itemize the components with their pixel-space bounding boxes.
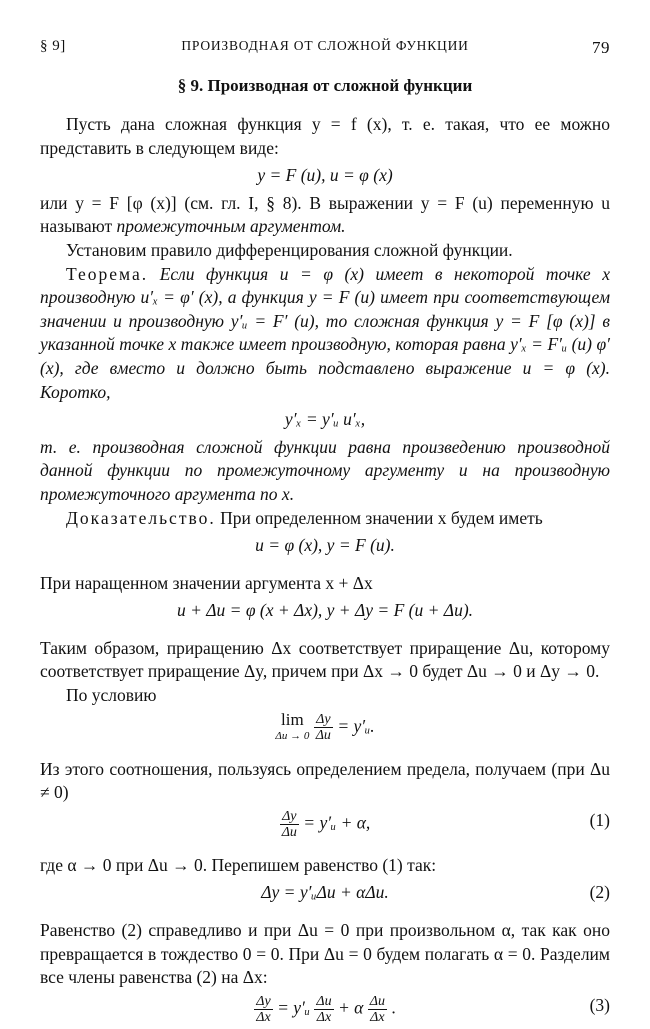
equation-values: u = φ (x), y = F (u). xyxy=(255,535,395,556)
spacer xyxy=(40,844,610,854)
equation-chain-rule: y′ₓ = y′ᵤ u′ₓ, xyxy=(284,409,366,430)
equation-rhs: = y′ᵤ. xyxy=(337,715,375,736)
paragraph-identity: Равенство (2) справедливо и при Δu = 0 при произвольном α, так как оно превращается в тождество 0 = 0. При Δu = 0 будем полагать α = 0. Разделим все члены равенства (2) на Δx: xyxy=(40,920,610,988)
numerator: Δy xyxy=(314,712,333,728)
paragraph-proof xyxy=(40,507,610,531)
spacer xyxy=(40,627,610,637)
equation-limit xyxy=(40,709,610,744)
equation-plus-alpha: + α xyxy=(337,997,364,1018)
equation-increments: u + Δu = φ (x + Δx), y + Δy = F (u + Δu). xyxy=(176,600,474,621)
theorem-label: Теорема. xyxy=(66,263,149,284)
equation-1 xyxy=(40,809,610,840)
fraction-dy-du xyxy=(314,712,333,743)
paragraph-rewrite: где α → 0 при Δu → 0. Перепишем равенство (1) так: xyxy=(40,854,437,875)
header-section-mark: § 9] xyxy=(40,38,66,54)
equation-3 xyxy=(40,994,610,1025)
proof-label: Доказательство. xyxy=(66,507,216,528)
spacer xyxy=(40,909,610,919)
paragraph-consequence: Таким образом, приращению Δx соответствует приращение Δu, которому соответствует приращение Δy, причем при Δx → 0 будет Δu → 0 и Δy → 0. xyxy=(40,637,610,682)
spacer xyxy=(40,562,610,572)
paragraph-rule: Установим правило дифференцирования сложной функции. xyxy=(66,239,513,260)
paragraph-intermediate-argument xyxy=(40,192,610,239)
numerator: Δy xyxy=(280,809,299,825)
fraction-dy-dx xyxy=(254,994,272,1025)
paragraph-increment: При наращенном значении аргумента x + Δx xyxy=(40,572,373,593)
numerator: Δu xyxy=(316,993,332,1009)
proof-body: При определенном значении x будем иметь xyxy=(220,507,543,528)
paragraph-from-limit: Из этого соотношения, пользуясь определением предела, получаем (при Δu ≠ 0) xyxy=(40,758,610,803)
numerator: Δy xyxy=(256,993,271,1009)
paragraph-condition: По условию xyxy=(66,685,157,706)
denominator: Δu xyxy=(315,728,331,744)
header-running-title: ПРОИЗВОДНАЯ ОТ СЛОЖНОЙ ФУНКЦИИ xyxy=(181,38,469,53)
denominator: Δu xyxy=(281,824,297,840)
paragraph-theorem-meaning: т. е. производная сложной функции равна произведению производной данной функции по промежуточному аргументу и на производную промежуточного аргумента по x. xyxy=(40,436,610,504)
equation-number: (2) xyxy=(589,882,610,903)
fraction-du-dx xyxy=(368,994,387,1025)
numerator: Δu xyxy=(369,993,385,1009)
theorem-body: Если функция u = φ (x) имеет в некоторой точке x производную u′ₓ = φ′ (x), а функция y = F (u) имеет при соответствующем значении u производную y′ᵤ = F′ (u), то сложная функция y = F [φ (x)] в указанной точке x также имеет производную, которая равна y′ₓ = F′ᵤ (u) φ′ (x), где вместо u должно быть подставлено выражение u = φ (x). Коротко, xyxy=(40,263,610,402)
equation-body: Δy = y′ᵤΔu + αΔu. xyxy=(261,882,389,903)
equation-mid: = y′ᵤ xyxy=(277,997,311,1018)
term-intermediate-argument: промежуточным аргументом. xyxy=(116,216,346,237)
header-page-number: 79 xyxy=(592,38,610,57)
equation-end: . xyxy=(391,997,396,1018)
limit-operator xyxy=(275,709,310,744)
equation-definition: y = F (u), u = φ (x) xyxy=(257,165,393,186)
page-body xyxy=(40,113,610,1029)
section-title: § 9. Производная от сложной функции xyxy=(177,76,473,95)
fraction-dy-du xyxy=(280,809,299,840)
equation-rhs: = y′ᵤ + α, xyxy=(303,812,371,833)
denominator: Δx xyxy=(316,1009,332,1025)
equation-number: (1) xyxy=(589,809,610,830)
denominator: Δx xyxy=(370,1009,385,1025)
equation-number: (3) xyxy=(589,994,610,1015)
denominator: Δx xyxy=(256,1009,271,1025)
paragraph-theorem xyxy=(40,263,610,405)
text-fragment: или y = F [φ (x)] (см. гл. I, § 8). В выражении y = F (u) переменную u называют xyxy=(40,192,610,237)
limit-word: lim xyxy=(281,709,304,729)
paragraph-intro: Пусть дана сложная функция y = f (x), т. е. такая, что ее можно представить в следующем виде: xyxy=(40,114,610,158)
equation-2 xyxy=(40,881,610,905)
fraction-du-dx xyxy=(314,994,333,1025)
spacer xyxy=(40,748,610,758)
limit-subscript: Δu → 0 xyxy=(275,729,310,742)
